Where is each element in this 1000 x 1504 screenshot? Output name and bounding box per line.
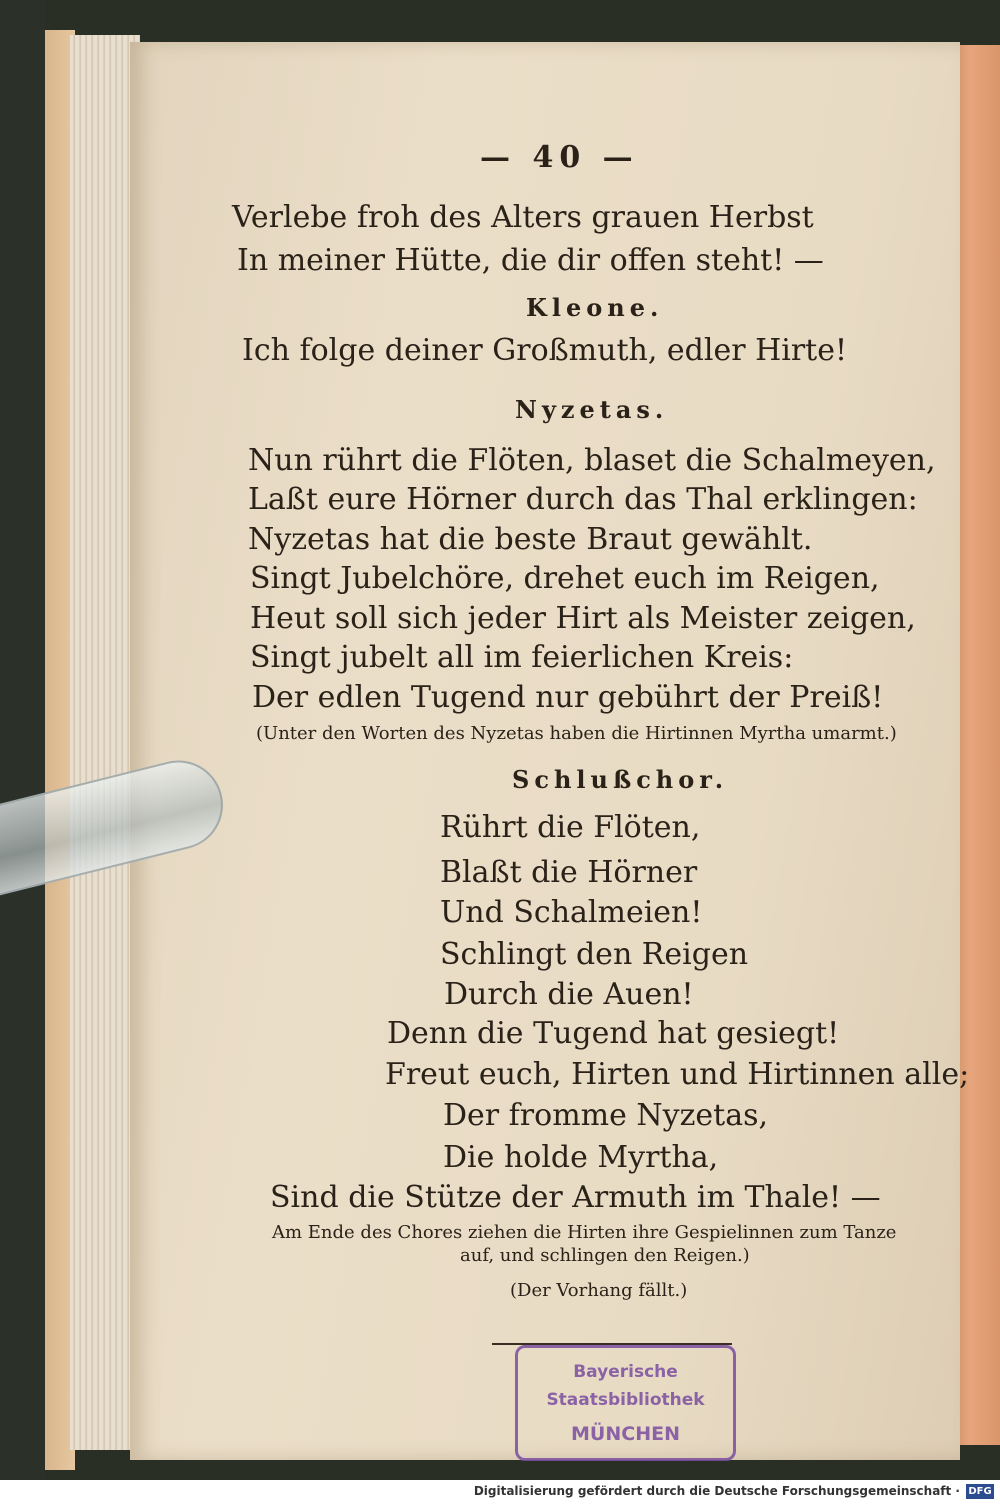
stage-direction: (Der Vorhang fällt.) — [510, 1280, 688, 1301]
dfg-logo-icon: DFG — [966, 1484, 994, 1499]
stamp-line-3: MÜNCHEN — [571, 1423, 680, 1445]
page-number: — 40 — — [480, 140, 639, 175]
speaker-name: Schlußchor. — [512, 765, 729, 794]
library-stamp — [515, 1345, 736, 1461]
text-line: Und Schalmeien! — [440, 895, 703, 930]
scanner-edge — [0, 0, 45, 1504]
text-line: Sind die Stütze der Armuth im Thale! — — [270, 1180, 881, 1215]
text-line: Ich folge deiner Großmuth, edler Hirte! — [242, 333, 848, 368]
text-line: Denn die Tugend hat gesiegt! — [387, 1016, 840, 1051]
text-line: Schlingt den Reigen — [440, 937, 749, 972]
stage-direction: (Unter den Worten des Nyzetas haben die Hirtinnen Myrtha umarmt.) — [256, 723, 897, 744]
text-line: Singt Jubelchöre, drehet euch im Reigen, — [250, 561, 880, 596]
footer-bar — [0, 1480, 1000, 1504]
text-line: Heut soll sich jeder Hirt als Meister zeigen, — [250, 601, 916, 636]
text-line: Blaßt die Hörner — [440, 855, 698, 890]
text-line: Freut euch, Hirten und Hirtinnen alle; — [385, 1057, 970, 1092]
text-line: Singt jubelt all im feierlichen Kreis: — [250, 640, 794, 675]
text-line: Die holde Myrtha, — [443, 1140, 719, 1175]
text-line: Der edlen Tugend nur gebührt der Preiß! — [252, 680, 884, 715]
text-line: Der fromme Nyzetas, — [443, 1098, 769, 1133]
text-line: Nyzetas hat die beste Braut gewählt. — [248, 522, 813, 557]
stamp-line-2: Staatsbibliothek — [546, 1390, 705, 1410]
speaker-name: Nyzetas. — [515, 395, 669, 424]
text-line: Rührt die Flöten, — [440, 810, 701, 845]
stage-direction: auf, und schlingen den Reigen.) — [460, 1245, 750, 1266]
text-line: Nun rührt die Flöten, blaset die Schalmeyen, — [248, 443, 936, 478]
footer-credit: Digitalisierung gefördert durch die Deutsche Forschungsgemeinschaft · — [473, 1484, 960, 1498]
stamp-line-1: Bayerische — [573, 1362, 678, 1382]
stage-direction: Am Ende des Chores ziehen die Hirten ihre Gespielinnen zum Tanze — [272, 1222, 897, 1243]
text-line: Verlebe froh des Alters grauen Herbst — [232, 200, 814, 235]
speaker-name: Kleone. — [526, 293, 664, 322]
text-line: Laßt eure Hörner durch das Thal erklingen: — [248, 482, 918, 517]
text-line: Durch die Auen! — [444, 977, 694, 1012]
text-line: In meiner Hütte, die dir offen steht! — — [237, 243, 824, 278]
